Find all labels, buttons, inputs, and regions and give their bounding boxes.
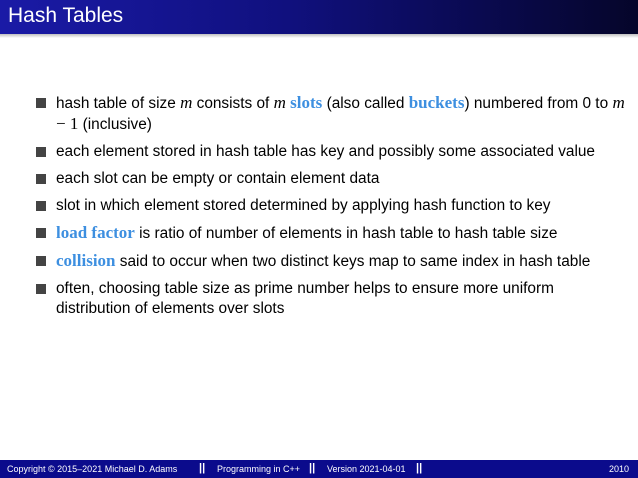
square-bullet-icon <box>36 98 46 108</box>
footer-page-number: 2010 <box>608 464 629 474</box>
bullet-item: often, choosing table size as prime number helps to ensure more uniform distribution of elements over slots <box>36 279 626 319</box>
term-highlight: load factor <box>56 223 135 242</box>
bullet-item: each element stored in hash table has key and possibly some associated value <box>36 142 626 162</box>
square-bullet-icon <box>36 256 46 266</box>
footer-course: Programming in C++ <box>217 464 301 474</box>
bullet-item: each slot can be empty or contain element data <box>36 169 626 189</box>
footer-copyright: Copyright © 2015–2021 Michael D. Adams <box>7 464 178 474</box>
footer-bar <box>0 460 638 478</box>
math-variable: m <box>612 93 625 112</box>
title-shadow <box>0 34 638 38</box>
bullet-item: hash table of size m consists of m slots (also called buckets) numbered from 0 to m − 1 (inclusive) <box>36 93 626 135</box>
square-bullet-icon <box>36 228 46 238</box>
term-highlight: collision <box>56 251 116 270</box>
bullet-item: collision said to occur when two distinct keys map to same index in hash table <box>36 251 626 272</box>
math-variable: m <box>180 93 193 112</box>
footer-separator: || <box>199 462 206 474</box>
square-bullet-icon <box>36 147 46 157</box>
footer-separator: || <box>309 462 316 474</box>
bullet-list <box>36 93 626 326</box>
slide-title: Hash Tables <box>8 4 124 27</box>
term-highlight: slots <box>290 93 323 112</box>
square-bullet-icon <box>36 201 46 211</box>
footer-separator: || <box>416 462 423 474</box>
footer-version: Version 2021-04-01 <box>327 464 406 474</box>
bullet-item: slot in which element stored determined by applying hash function to key <box>36 196 626 216</box>
title-bar <box>0 0 638 34</box>
term-highlight: buckets <box>408 93 465 112</box>
bullet-item: load factor is ratio of number of elements in hash table to hash table size <box>36 223 626 244</box>
math-variable: m <box>273 93 286 112</box>
square-bullet-icon <box>36 174 46 184</box>
square-bullet-icon <box>36 284 46 294</box>
